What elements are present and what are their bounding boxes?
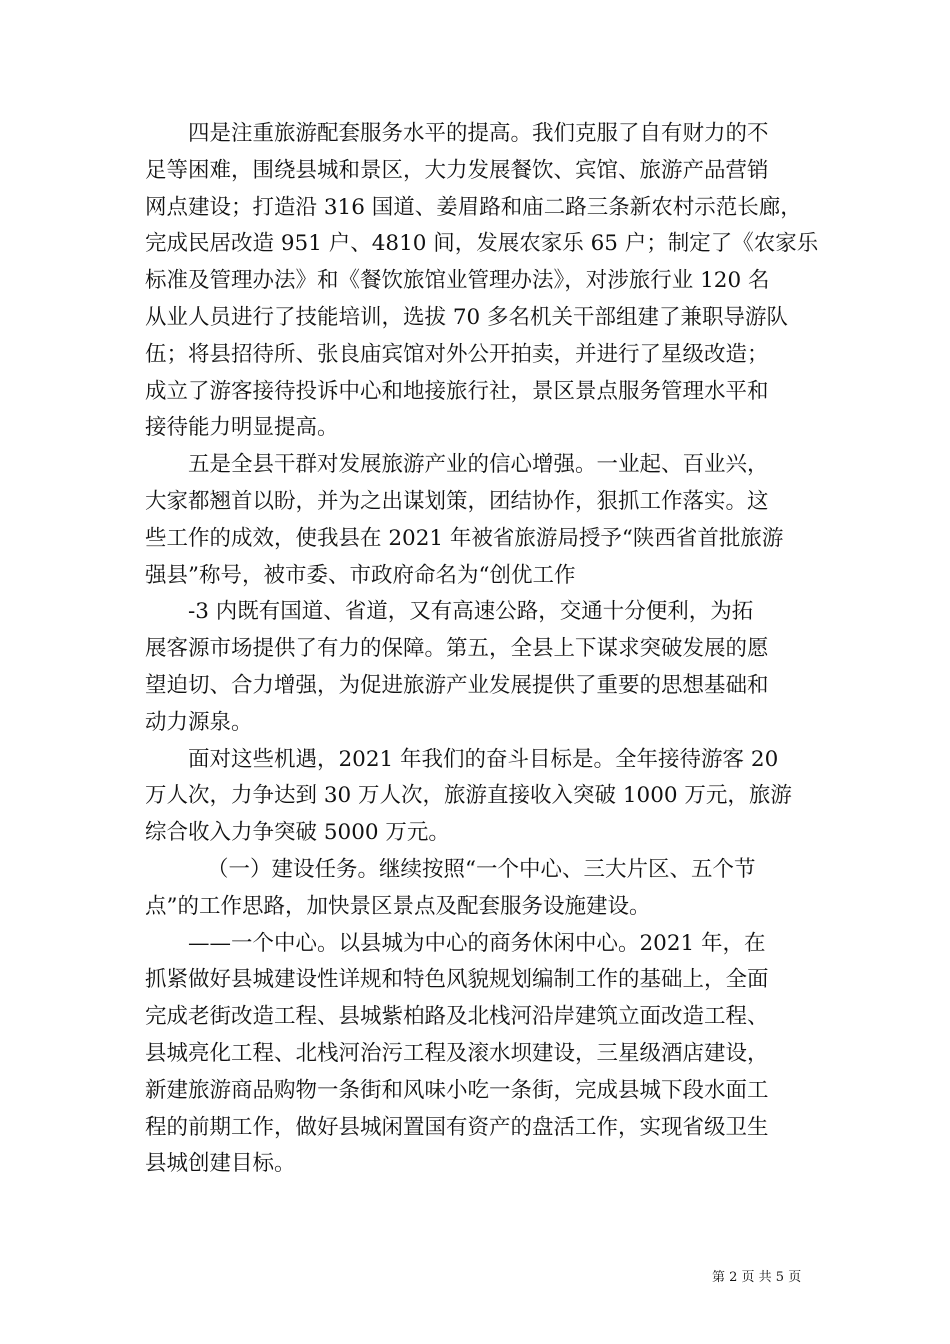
paragraph-line: 从业人员进行了技能培训，选拔 70 多名机关干部组建了兼职导游队: [145, 304, 789, 330]
paragraph-line: 综合收入力争突破 5000 万元。: [145, 820, 450, 846]
page-number: 第 2 页 共 5 页: [712, 1270, 802, 1285]
paragraph-line: 足等困难，围绕县城和景区，大力发展餐饮、宾馆、旅游产品营销: [145, 157, 769, 183]
paragraph-line: 面对这些机遇，2021 年我们的奋斗目标是。全年接待游客 20: [188, 746, 779, 772]
paragraph-line: 成立了游客接待投诉中心和地接旅行社，景区景点服务管理水平和: [145, 378, 769, 404]
paragraph-line: 伍；将县招待所、张良庙宾馆对外公开拍卖，并进行了星级改造；: [145, 341, 769, 367]
section-heading-line: （一）建设任务。继续按照“一个中心、三大片区、五个节: [207, 856, 756, 882]
document-body: [145, 116, 819, 1183]
paragraph-line: 望迫切、合力增强，为促进旅游产业发展提供了重要的思想基础和: [145, 672, 769, 698]
paragraph-line: 万人次，力争达到 30 万人次，旅游直接收入突破 1000 万元，旅游: [145, 783, 792, 809]
paragraph-line: 些工作的成效，使我县在 2021 年被省旅游局授予“陕西省首批旅游: [145, 525, 784, 551]
paragraph-line: 完成老街改造工程、县城紫柏路及北栈河沿岸建筑立面改造工程、: [145, 1004, 769, 1030]
paragraph-line: 完成民居改造 951 户、4810 间，发展农家乐 65 户；制定了《农家乐: [145, 231, 819, 257]
paragraph-line: 抓紧做好县城建设性详规和特色风貌规划编制工作的基础上，全面: [145, 967, 769, 993]
paragraph-line: 程的前期工作，做好县城闲置国有资产的盘活工作，实现省级卫生: [145, 1114, 769, 1140]
paragraph-line: 新建旅游商品购物一条街和风味小吃一条街，完成县城下段水面工: [145, 1077, 769, 1103]
paragraph-line: 四是注重旅游配套服务水平的提高。我们克服了自有财力的不: [188, 121, 769, 146]
paragraph-line: 强县”称号，被市委、市政府命名为“创优工作: [145, 562, 576, 588]
paragraph-line: 点”的工作思路，加快景区景点及配套服务设施建设。: [145, 893, 651, 919]
paragraph-line: 县城创建目标。: [145, 1151, 296, 1177]
paragraph-line: 五是全县干群对发展旅游产业的信心增强。一业起、百业兴，: [188, 452, 769, 478]
paragraph-line: 网点建设；打造沿 316 国道、姜眉路和庙二路三条新农村示范长廊，: [145, 194, 802, 220]
paragraph-line: ——一个中心。以县城为中心的商务休闲中心。2021 年，在: [188, 930, 766, 956]
paragraph-line: 展客源市场提供了有力的保障。第五，全县上下谋求突破发展的愿: [145, 636, 769, 662]
paragraph-line: 接待能力明显提高。: [145, 415, 339, 441]
paragraph-line: 大家都翘首以盼，并为之出谋划策，团结协作，狠抓工作落实。这: [145, 488, 769, 514]
paragraph-line: -3 内既有国道、省道，又有高速公路，交通十分便利，为拓: [188, 599, 754, 625]
paragraph-line: 标准及管理办法》和《餐饮旅馆业管理办法》，对涉旅行业 120 名: [145, 268, 770, 294]
paragraph-line: 动力源泉。: [145, 709, 253, 735]
paragraph-line: 县城亮化工程、北栈河治污工程及滚水坝建设，三星级酒店建设，: [145, 1040, 769, 1066]
